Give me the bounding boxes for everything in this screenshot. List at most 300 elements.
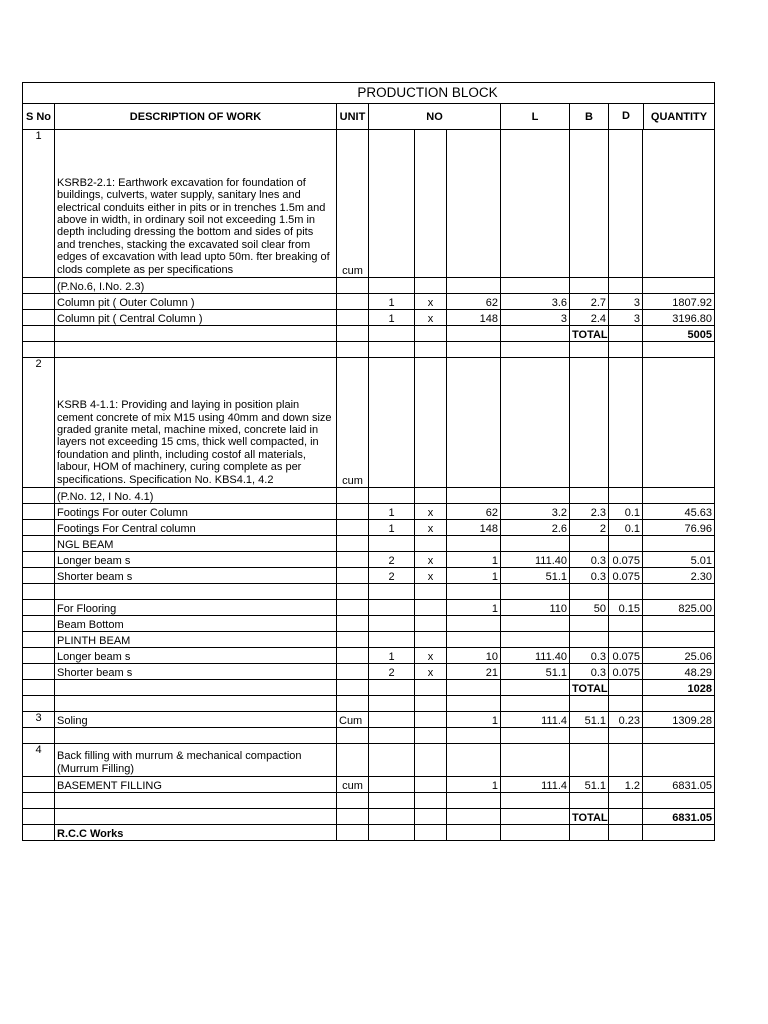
unit-cell (337, 696, 369, 712)
no-qty-cell (447, 728, 501, 744)
sno-cell (23, 777, 55, 793)
l-cell (501, 278, 570, 294)
no-qty-cell (447, 825, 501, 841)
estimate-table (22, 82, 715, 841)
unit: cum (337, 130, 369, 278)
l-cell: 111.40 (501, 552, 570, 568)
sno-cell (23, 680, 55, 696)
l-cell (501, 616, 570, 632)
l-cell: 51.1 (501, 568, 570, 584)
no-qty-cell (447, 584, 501, 600)
no-qty-cell (447, 744, 501, 777)
description-cell: Soling (55, 712, 337, 728)
table-row (23, 648, 715, 664)
header-unit: UNIT (337, 104, 369, 130)
no-x-cell (415, 777, 447, 793)
item-row (23, 744, 715, 777)
total-row (23, 326, 715, 342)
sno-cell (23, 326, 55, 342)
d-quantity-cell (609, 552, 715, 568)
no-x-cell (415, 130, 447, 278)
unit-cell (337, 744, 369, 777)
d-quantity-cell (609, 504, 715, 520)
unit-cell (337, 278, 369, 294)
unit-cell (337, 664, 369, 680)
b-cell: 2 (570, 520, 609, 536)
d-value (609, 342, 643, 357)
description-cell: Column pit ( Outer Column ) (55, 294, 337, 310)
description-cell: Longer beam s (55, 648, 337, 664)
description-cell (55, 584, 337, 600)
description-cell (55, 696, 337, 712)
l-cell: 111.40 (501, 648, 570, 664)
table-row (23, 520, 715, 536)
no-x-cell (415, 728, 447, 744)
b-cell (570, 632, 609, 648)
no-qty-cell: 1 (447, 777, 501, 793)
unit-cell (337, 584, 369, 600)
no-x-cell: x (415, 294, 447, 310)
sno-cell (23, 568, 55, 584)
b-cell: 2.7 (570, 294, 609, 310)
section-label: R.C.C Works (55, 825, 337, 841)
no-count-cell (369, 600, 415, 616)
d-quantity-cell (609, 696, 715, 712)
description-cell: BASEMENT FILLING (55, 777, 337, 793)
no-x-cell (415, 358, 447, 488)
item-row (23, 358, 715, 488)
blank-row (23, 342, 715, 358)
d-value (609, 326, 643, 341)
blank-row (23, 793, 715, 809)
sno-cell (23, 728, 55, 744)
no-x-cell: x (415, 664, 447, 680)
d-quantity-cell (609, 664, 715, 680)
description-cell: Shorter beam s (55, 568, 337, 584)
unit-cell (337, 536, 369, 552)
d-quantity-cell (609, 342, 715, 358)
d-value (609, 809, 643, 824)
quantity-value: 1309.28 (672, 715, 713, 727)
total-value: 5005 (687, 329, 713, 341)
no-count-cell (369, 744, 415, 777)
d-quantity-cell (609, 520, 715, 536)
unit-cell (337, 680, 369, 696)
quantity-value: 76.96 (684, 523, 713, 535)
no-x-cell (415, 696, 447, 712)
no-count-cell: 1 (369, 648, 415, 664)
no-x-cell: x (415, 552, 447, 568)
b-cell (570, 278, 609, 294)
sno-cell (23, 552, 55, 568)
no-x-cell (415, 744, 447, 777)
unit-cell (337, 294, 369, 310)
header-quantity: QUANTITY (650, 110, 708, 123)
d-quantity-cell (609, 680, 715, 696)
total-row (23, 680, 715, 696)
table-row (23, 600, 715, 616)
no-x-cell: x (415, 310, 447, 326)
unit-cell (337, 600, 369, 616)
description-cell: Shorter beam s (55, 664, 337, 680)
no-x-cell (415, 616, 447, 632)
no-count-cell (369, 825, 415, 841)
no-count-cell (369, 728, 415, 744)
l-cell (501, 342, 570, 358)
no-qty-cell: 62 (447, 504, 501, 520)
b-cell: 51.1 (570, 712, 609, 728)
l-cell (501, 130, 570, 278)
no-count-cell: 1 (369, 310, 415, 326)
blank-row (23, 696, 715, 712)
no-count-cell (369, 488, 415, 504)
sno: 3 (23, 712, 55, 728)
header-no: NO (369, 104, 501, 130)
table-row (23, 536, 715, 552)
no-count-cell (369, 680, 415, 696)
no-x-cell (415, 600, 447, 616)
no-count-cell: 1 (369, 294, 415, 310)
l-cell (501, 809, 570, 825)
no-count-cell (369, 616, 415, 632)
d-value: 0.075 (609, 648, 643, 663)
total-label: TOTAL (570, 809, 609, 825)
d-value (609, 744, 643, 776)
d-value (609, 616, 643, 631)
sno-cell (23, 809, 55, 825)
description-cell: Column pit ( Central Column ) (55, 310, 337, 326)
total-row (23, 809, 715, 825)
quantity-value: 25.06 (684, 651, 713, 663)
d-value (609, 536, 643, 551)
no-count-cell: 2 (369, 664, 415, 680)
d-value: 0.15 (609, 600, 643, 615)
no-x-cell (415, 793, 447, 809)
description-cell (55, 326, 337, 342)
d-value (609, 488, 643, 503)
item-row (23, 712, 715, 728)
sheet-title: PRODUCTION BLOCK (23, 83, 715, 104)
d-value: 0.075 (609, 664, 643, 679)
d-quantity-cell (609, 744, 715, 777)
no-qty-cell: 21 (447, 664, 501, 680)
description-cell: For Flooring (55, 600, 337, 616)
d-value: 3 (609, 294, 643, 309)
unit-cell (337, 520, 369, 536)
item-description: KSRB 4-1.1: Providing and laying in position plain cement concrete of mix M15 using 40mm and down size graded granite metal, machine mixed, concrete laid in layers not exceeding 15 cms, thick well compacted, in foundation and plinth, including costof all materials, labour, HOM of machinery, curing complete as per specifications. Specification No. KBS4.1, 4.2 (55, 358, 337, 488)
no-qty-cell (447, 793, 501, 809)
table-row (23, 664, 715, 680)
sno: 2 (23, 358, 55, 488)
section-row (23, 825, 715, 841)
no-count-cell (369, 696, 415, 712)
table-row (23, 552, 715, 568)
no-count-cell (369, 342, 415, 358)
d-quantity-cell (609, 536, 715, 552)
description-cell: Beam Bottom (55, 616, 337, 632)
no-x-cell: x (415, 568, 447, 584)
no-count-cell (369, 584, 415, 600)
no-qty-cell (447, 680, 501, 696)
d-value (609, 632, 643, 647)
no-count-cell (369, 130, 415, 278)
b-cell (570, 358, 609, 488)
d-quantity-cell (609, 278, 715, 294)
no-qty-cell (447, 278, 501, 294)
b-cell (570, 793, 609, 809)
unit-cell (337, 728, 369, 744)
quantity-value: 48.29 (684, 667, 713, 679)
d-quantity-cell (609, 648, 715, 664)
b-cell (570, 696, 609, 712)
d-quantity-cell (609, 568, 715, 584)
no-x-cell (415, 278, 447, 294)
no-qty-cell: 62 (447, 294, 501, 310)
l-cell: 3 (501, 310, 570, 326)
l-cell (501, 632, 570, 648)
unit: cum (337, 777, 369, 793)
unit-cell (337, 793, 369, 809)
l-cell: 111.4 (501, 712, 570, 728)
description-cell (55, 680, 337, 696)
unit-cell (337, 342, 369, 358)
no-x-cell (415, 825, 447, 841)
unit-cell (337, 632, 369, 648)
d-quantity-cell (609, 310, 715, 326)
quantity-value: 1807.92 (672, 297, 713, 309)
sno-cell (23, 600, 55, 616)
b-cell: 0.3 (570, 664, 609, 680)
unit-cell (337, 616, 369, 632)
no-qty-cell (447, 488, 501, 504)
l-cell (501, 584, 570, 600)
d-value: 0.23 (609, 712, 643, 727)
quantity-value: 3196.80 (672, 313, 713, 325)
no-count-cell (369, 536, 415, 552)
d-quantity-cell (609, 600, 715, 616)
no-qty-cell: 1 (447, 600, 501, 616)
unit: cum (337, 358, 369, 488)
no-qty-cell (447, 632, 501, 648)
sno-cell (23, 310, 55, 326)
quantity-value: 6831.05 (672, 780, 713, 792)
b-cell: 51.1 (570, 777, 609, 793)
no-qty-cell: 10 (447, 648, 501, 664)
d-quantity-cell (609, 488, 715, 504)
sno-cell (23, 536, 55, 552)
no-count-cell: 2 (369, 552, 415, 568)
table-row (23, 294, 715, 310)
table-row (23, 310, 715, 326)
header-l: L (501, 104, 570, 130)
sno-cell (23, 648, 55, 664)
description-cell (55, 342, 337, 358)
no-qty-cell: 1 (447, 552, 501, 568)
no-qty-cell (447, 536, 501, 552)
header-sno: S No (23, 104, 55, 130)
total-value: 1028 (687, 683, 713, 695)
no-x-cell (415, 536, 447, 552)
no-count-cell: 2 (369, 568, 415, 584)
l-cell (501, 680, 570, 696)
b-cell (570, 584, 609, 600)
description-cell (55, 728, 337, 744)
l-cell (501, 488, 570, 504)
l-cell: 3.2 (501, 504, 570, 520)
l-cell (501, 696, 570, 712)
no-count-cell (369, 777, 415, 793)
no-x-cell (415, 326, 447, 342)
d-value: 0.1 (609, 520, 643, 535)
total-value: 6831.05 (672, 812, 713, 824)
table-row (23, 777, 715, 793)
no-count-cell (369, 632, 415, 648)
no-x-cell: x (415, 648, 447, 664)
l-cell (501, 326, 570, 342)
sno-cell (23, 488, 55, 504)
sno-cell (23, 342, 55, 358)
l-cell: 110 (501, 600, 570, 616)
sno-cell (23, 825, 55, 841)
l-cell: 3.6 (501, 294, 570, 310)
d-value (609, 728, 643, 743)
d-quantity-cell (609, 777, 715, 793)
l-cell (501, 358, 570, 488)
quantity-value: 5.01 (690, 555, 713, 567)
no-qty-cell (447, 130, 501, 278)
no-count-cell (369, 712, 415, 728)
sno-cell (23, 294, 55, 310)
sno-cell (23, 616, 55, 632)
unit-cell (337, 488, 369, 504)
d-quantity-cell (609, 712, 715, 728)
d-value (609, 696, 643, 711)
reference-row (23, 278, 715, 294)
b-cell: 2.4 (570, 310, 609, 326)
table-row (23, 568, 715, 584)
sno-cell (23, 278, 55, 294)
no-qty-cell (447, 342, 501, 358)
sno-cell (23, 696, 55, 712)
d-quantity-cell (609, 825, 715, 841)
d-value: 0.075 (609, 552, 643, 567)
item-row (23, 130, 715, 278)
header-row (23, 104, 715, 130)
d-quantity-cell (609, 616, 715, 632)
d-value (609, 278, 643, 293)
l-cell: 111.4 (501, 777, 570, 793)
no-count-cell (369, 793, 415, 809)
d-quantity-cell (609, 793, 715, 809)
no-qty-cell: 1 (447, 712, 501, 728)
header-d: D (609, 104, 644, 129)
unit-cell (337, 310, 369, 326)
b-cell (570, 728, 609, 744)
d-quantity-cell (609, 130, 715, 278)
unit-cell (337, 568, 369, 584)
l-cell (501, 825, 570, 841)
d-value (609, 825, 643, 840)
sno: 1 (23, 130, 55, 278)
no-count-cell (369, 326, 415, 342)
reference-row (23, 488, 715, 504)
no-x-cell (415, 342, 447, 358)
item-description: KSRB2-2.1: Earthwork excavation for foundation of buildings, culverts, water supply, sanitary lnes and electrical conduits either in pits or in trenches 1.5m and above in width, in ordinary soil not exceeding 1.5m in depth including dressing the bottom and sides of pits and trenches, stacking the excavated soil clear from edges of excavation with lead upto 50m. fter breaking of clods complete as per specifications (55, 130, 337, 278)
b-cell: 50 (570, 600, 609, 616)
l-cell: 51.1 (501, 664, 570, 680)
d-value: 0.1 (609, 504, 643, 519)
d-value (609, 584, 643, 599)
b-cell: 0.3 (570, 648, 609, 664)
total-label: TOTAL (570, 326, 609, 342)
quantity-value: 2.30 (690, 571, 713, 583)
no-count-cell: 1 (369, 504, 415, 520)
no-x-cell (415, 680, 447, 696)
b-cell: 0.3 (570, 552, 609, 568)
table-row (23, 504, 715, 520)
description-cell: Footings For Central column (55, 520, 337, 536)
description-cell: Longer beam s (55, 552, 337, 568)
description-cell: Footings For outer Column (55, 504, 337, 520)
unit: Cum (337, 712, 369, 728)
unit-cell (337, 809, 369, 825)
b-cell (570, 825, 609, 841)
d-value (609, 358, 643, 487)
title-row (23, 83, 715, 104)
blank-row (23, 728, 715, 744)
reference: (P.No.6, I.No. 2.3) (55, 278, 337, 294)
quantity-value: 45.63 (684, 507, 713, 519)
description-cell (55, 793, 337, 809)
no-x-cell (415, 632, 447, 648)
no-qty-cell: 1 (447, 568, 501, 584)
item-description: Back filling with murrum & mechanical compaction (Murrum Filling) (55, 744, 337, 777)
b-cell (570, 488, 609, 504)
header-description: DESCRIPTION OF WORK (55, 104, 337, 130)
header-quantity-group (609, 104, 715, 130)
reference: (P.No. 12, I No. 4.1) (55, 488, 337, 504)
no-qty-cell (447, 809, 501, 825)
d-value (609, 793, 643, 808)
description-cell (55, 809, 337, 825)
description-cell: NGL BEAM (55, 536, 337, 552)
table-row (23, 632, 715, 648)
no-x-cell (415, 809, 447, 825)
no-count-cell (369, 358, 415, 488)
no-x-cell (415, 488, 447, 504)
blank-row (23, 584, 715, 600)
unit-cell (337, 552, 369, 568)
no-count-cell: 1 (369, 520, 415, 536)
unit-cell (337, 648, 369, 664)
description-cell: PLINTH BEAM (55, 632, 337, 648)
total-label: TOTAL (570, 680, 609, 696)
sno-cell (23, 793, 55, 809)
l-cell (501, 536, 570, 552)
d-quantity-cell (609, 728, 715, 744)
no-qty-cell (447, 696, 501, 712)
b-cell (570, 616, 609, 632)
no-x-cell (415, 584, 447, 600)
unit-cell (337, 326, 369, 342)
d-value: 3 (609, 310, 643, 325)
l-cell (501, 744, 570, 777)
unit-cell (337, 825, 369, 841)
no-count-cell (369, 809, 415, 825)
header-b: B (570, 104, 609, 130)
b-cell: 2.3 (570, 504, 609, 520)
d-value (609, 130, 643, 277)
